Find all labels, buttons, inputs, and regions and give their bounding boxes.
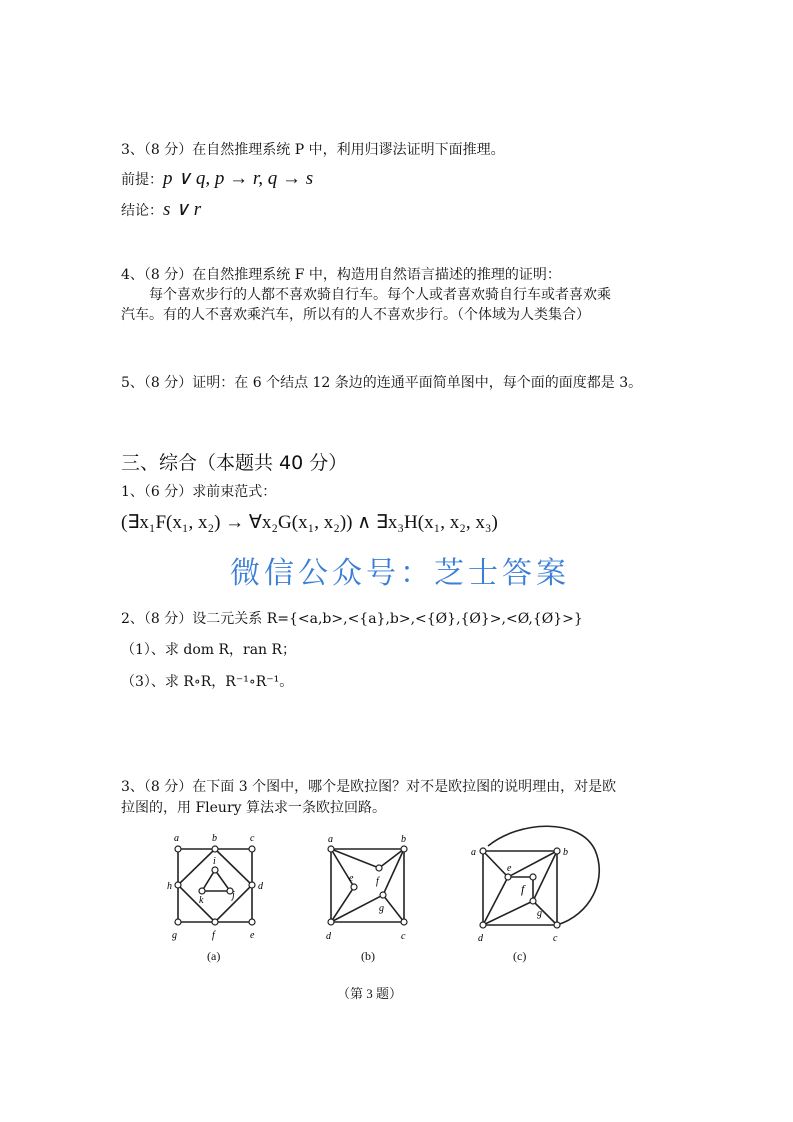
caption-b: (b): [361, 949, 375, 963]
watermark: 微信公众号：芝士答案: [230, 556, 570, 591]
section-heading: 三、综合（本题共 40 分）: [121, 452, 348, 474]
vertex-label: k: [199, 895, 204, 906]
p2-sub1: （1）、求 dom R，ran R；: [121, 642, 297, 658]
p2-sub3: （3）、求 R∘R，R⁻¹∘R⁻¹。: [121, 674, 294, 690]
p1-title: 1、（6 分）求前束范式：: [121, 484, 277, 500]
vertex-label: f: [521, 882, 525, 896]
vertex-label: c: [401, 931, 406, 942]
vertex-label: c: [250, 833, 255, 844]
vertex-label: g: [172, 930, 177, 941]
vertex-label: h: [167, 881, 172, 892]
vertex-label: f: [212, 930, 215, 941]
graph-b-vertices: [328, 846, 407, 925]
vertex-label: c: [553, 933, 558, 944]
caption-c: (c): [513, 949, 527, 963]
vertex-label: j: [232, 890, 235, 901]
vertex-label: e: [250, 930, 255, 941]
p3-line2: 拉图的，用 Fleury 算法求一条欧拉回路。: [121, 800, 386, 816]
q3-title: 3、（8 分）在自然推理系统 P 中，利用归谬法证明下面推理。: [121, 142, 505, 158]
premise-label: 前提：: [121, 172, 163, 188]
p3-line1: 3、（8 分）在下面 3 个图中，哪个是欧拉图？对不是欧拉图的说明理由，对是欧: [121, 779, 617, 795]
conclusion-formula: s ∨ r: [163, 199, 202, 220]
vertex-label: d: [258, 881, 263, 892]
q5-title: 5、（8 分）证明：在 6 个结点 12 条边的连通平面简单图中，每个面的面度都是 3。: [121, 375, 643, 391]
p2-title: 2、（8 分）设二元关系 R={<a,b>,<{a},b>,<{Ø},{Ø}>,<Ø,{Ø}>}: [121, 611, 583, 627]
vertex-label: a: [471, 847, 476, 858]
graph-b: [331, 849, 404, 922]
premise-formula: p ∨ q, p → r, q → s: [163, 168, 314, 189]
q4-line1: 每个喜欢步行的人都不喜欢骑自行车。每个人或者喜欢骑自行车或者喜欢乘: [149, 287, 611, 303]
vertex-label: f: [376, 876, 379, 887]
figure-caption: （第 3 题）: [337, 986, 403, 1001]
vertex-label: g: [537, 908, 542, 919]
vertex-label: i: [213, 856, 216, 867]
vertex-label: e: [507, 863, 512, 874]
vertex-label: b: [212, 833, 217, 844]
vertex-label: a: [174, 833, 179, 844]
conclusion-label: 结论：: [121, 203, 163, 219]
q4-title: 4、（8 分）在自然推理系统 F 中，构造用自然语言描述的推理的证明：: [121, 267, 561, 283]
p1-formula: (∃x₁F(x₁, x₂) → ∀x₂G(x₁, x₂)) ∧ ∃x₃H(x₁, x₂, x₃): [121, 512, 498, 533]
vertex-label: a: [328, 834, 333, 845]
caption-a: (a): [207, 949, 221, 963]
vertex-label: b: [401, 834, 406, 845]
vertex-label: d: [326, 931, 331, 942]
vertex-label: b: [563, 847, 568, 858]
vertex-label: g: [379, 903, 384, 914]
vertex-label: e: [349, 873, 354, 884]
vertex-label: d: [478, 933, 483, 944]
q4-line2: 汽车。有的人不喜欢乘汽车，所以有的人不喜欢步行。（个体域为人类集合）: [121, 307, 590, 323]
